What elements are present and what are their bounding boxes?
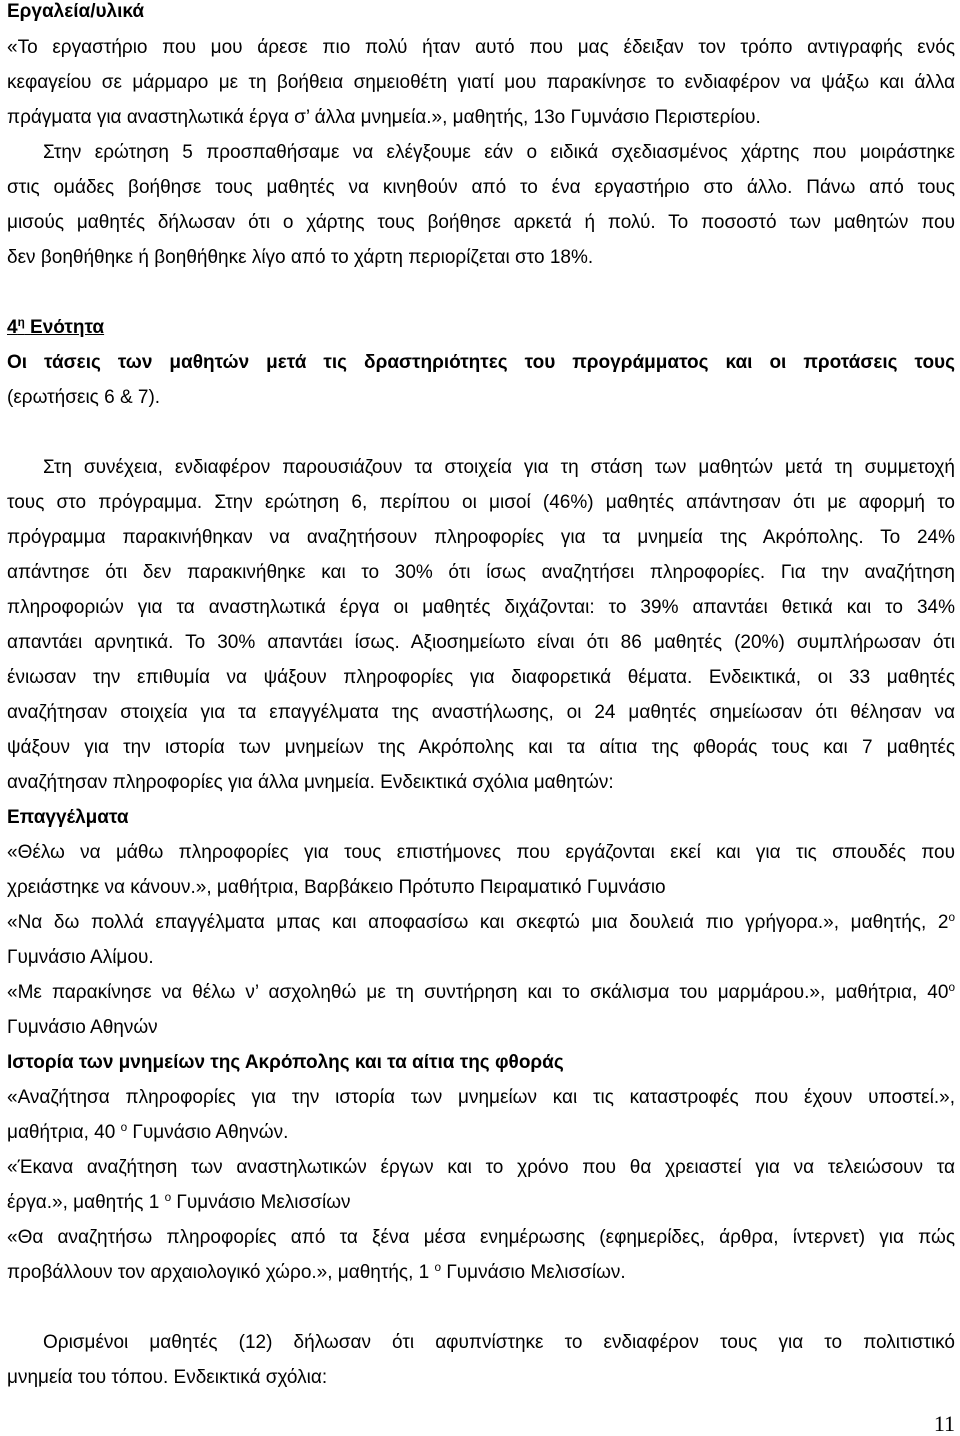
quote-line: «Έκανα αναζήτηση των αναστηλωτικών έργων και το χρόνο που θα χρειαστεί για να τελειώσουν τα <box>7 1157 955 1178</box>
student-quote <box>7 1220 955 1290</box>
paragraph-line: αναζήτησαν πληροφορίες για άλλα μνημεία. Ενδεικτικά σχόλια μαθητών: <box>7 772 614 793</box>
student-quote <box>7 1080 955 1150</box>
student-quote-tools <box>7 30 955 135</box>
quote-text: «Με παρακίνησε να θέλω ν’ ασχοληθώ με τη συντήρηση και το σκάλισμα του μαρμάρου.», μαθήτρια, 40 <box>7 982 949 1003</box>
attribution-text: έργα.», μαθητής 1 <box>7 1192 160 1213</box>
ordinal-suffix: ο <box>434 1260 442 1274</box>
map-question-paragraph <box>7 135 955 275</box>
paragraph-line: Στη συνέχεια, ενδιαφέρον παρουσιάζουν τα στοιχεία για τη στάση των μαθητών μετά τη συμμετοχή <box>43 457 955 478</box>
student-quote <box>7 835 955 905</box>
unit-number: 4 <box>7 317 18 338</box>
paragraph-line: ένιωσαν την επιθυμία να ψάξουν πληροφορίες για διαφορετικά θέματα. Ενδεικτικά, οι 33 μαθητές <box>7 667 955 688</box>
paragraph-line: απαντάει αρνητικά. Το 30% απαντάει ίσως. Αξιοσημείωτο είναι ότι 86 μαθητές (20%) συμπλήρωσαν ότι <box>7 632 955 653</box>
paragraph-line: δεν βοηθήθηκε ή βοηθήθηκε λίγο από το χάρτη περιορίζεται στο 18%. <box>7 247 594 268</box>
section-heading-tools: Εργαλεία/υλικά <box>7 1 145 22</box>
quote-attribution-line <box>7 1255 955 1290</box>
paragraph-line: ψάξουν για την ιστορία των μνημείων της Ακρόπολης και τα αίτια της φθοράς τους και 7 μαθητές <box>7 737 955 758</box>
school-name: Γυμνάσιο Αθηνών. <box>132 1122 289 1143</box>
unit-heading <box>7 310 955 345</box>
quote-line <box>7 905 955 940</box>
school-name: Γυμνάσιο Μελισσίων <box>176 1192 351 1213</box>
student-quote <box>7 905 955 975</box>
quote-line: πράγματα για αναστηλωτικά έργα σ’ άλλα μνημεία.», μαθητής, 13ο Γυμνάσιο Περιστερίου. <box>7 107 761 128</box>
quote-attribution-line <box>7 1115 955 1150</box>
unit-subtitle: Οι τάσεις των μαθητών μετά τις δραστηριότητες του προγράμματος και οι προτάσεις τους <box>7 352 955 373</box>
ordinal-suffix: ο <box>948 980 955 994</box>
ordinal-suffix: ο <box>164 1190 172 1204</box>
unit-word: Ενότητα <box>30 317 105 338</box>
ordinal-suffix: ο <box>948 910 955 924</box>
quote-attribution-line: χρειάστηκε να κάνουν.», μαθήτρια, Βαρβάκειο Πρότυπο Πειραματικό Γυμνάσιο <box>7 877 666 898</box>
document-body <box>7 0 955 1395</box>
quote-line: «Θέλω να μάθω πληροφορίες για τους επιστήμονες που εργάζονται εκεί και για τις σπουδές που <box>7 842 955 863</box>
quote-text: «Να δω πολλά επαγγέλματα μπας και αποφασίσω και σκεφτώ μια δουλειά πιο γρήγορα.», μαθητής, 2 <box>7 912 949 933</box>
paragraph-line: πρόγραμμα παρακινήθηκαν να αναζητήσουν πληροφορίες για τα μνημεία της Ακρόπολης. Το 24% <box>7 527 955 548</box>
blank-line <box>7 275 955 310</box>
quote-attribution-line <box>7 1185 955 1220</box>
paragraph-line: Ορισμένοι μαθητές (12) δήλωσαν ότι αφυπνίστηκε το ενδιαφέρον τους για το πολιτιστικό <box>43 1332 955 1353</box>
unit-number-suffix: η <box>17 315 25 329</box>
quote-line: «Αναζήτησα πληροφορίες για την ιστορία των μνημείων και τις καταστροφές που έχουν υποστεί.», <box>7 1087 955 1108</box>
student-quote <box>7 1150 955 1220</box>
quote-attribution-line: Γυμνάσιο Αθηνών <box>7 1017 158 1038</box>
unit-subtitle-note: (ερωτήσεις 6 & 7). <box>7 387 161 408</box>
subsection-heading-history: Ιστορία των μνημείων της Ακρόπολης και τα αίτια της φθοράς <box>7 1052 564 1073</box>
attribution-text: προβάλλουν τον αρχαιολογικό χώρο.», μαθητής, 1 <box>7 1262 430 1283</box>
attitudes-paragraph <box>7 450 955 800</box>
paragraph-line: πληροφοριών για τα αναστηλωτικά έργα οι μαθητές διχάζονται: το 39% απαντάει θετικά και το 34% <box>7 597 955 618</box>
quote-line: «Το εργαστήριο που μου άρεσε πιο πολύ ήταν αυτό που μας έδειξαν τον τρόπο αντιγραφής ενός <box>7 37 955 58</box>
paragraph-line: απάντησε ότι δεν παρακινήθηκε και το 30% ότι ίσως αναζητήσει πληροφορίες. Για την αναζήτηση <box>7 562 955 583</box>
blank-line <box>7 1290 955 1325</box>
page-number: 11 <box>933 1411 955 1436</box>
ordinal-suffix: ο <box>120 1120 128 1134</box>
quote-line <box>7 975 955 1010</box>
paragraph-line: μνημεία του τόπου. Ενδεικτικά σχόλια: <box>7 1367 328 1388</box>
quote-line: κεφαγείου σε μάρμαρο με τη βοήθεια σημειοθέτη γιατί μου παρακίνησε το ενδιαφέρον να ψάξω και άλλα <box>7 72 955 93</box>
attribution-text: μαθήτρια, 40 <box>7 1122 116 1143</box>
blank-line <box>7 415 955 450</box>
subsection-heading-professions: Επαγγέλματα <box>7 807 129 828</box>
paragraph-line: αναζήτησαν στοιχεία για τα επαγγέλματα της αναστήλωσης, οι 24 μαθητές σημείωσαν ότι θέλησαν να <box>7 702 955 723</box>
paragraph-line: μισούς μαθητές δήλωσαν ότι ο χάρτης τους βοήθησε αρκετά ή πολύ. Το ποσοστό των μαθητών που <box>7 212 955 233</box>
cultural-interest-paragraph <box>7 1325 955 1395</box>
school-name: Γυμνάσιο Μελισσίων. <box>446 1262 626 1283</box>
paragraph-line: Στην ερώτηση 5 προσπαθήσαμε να ελέγξουμε εάν ο ειδικά σχεδιασμένος χάρτης που μοιράστηκε <box>43 142 955 163</box>
unit-heading-text <box>7 317 104 338</box>
paragraph-line: στις ομάδες βοήθησε τους μαθητές να κινηθούν από το ένα εργαστήριο στο άλλο. Πάνω από τους <box>7 177 955 198</box>
paragraph-line: τους στο πρόγραμμα. Στην ερώτηση 6, περίπου οι μισοί (46%) μαθητές απάντησαν ότι με αφορμή το <box>7 492 955 513</box>
quote-line: «Θα αναζητήσω πληροφορίες από τα ξένα μέσα ενημέρωσης (εφημερίδες, άρθρα, ίντερνετ) για πώς <box>7 1227 955 1248</box>
quote-attribution-line: Γυμνάσιο Αλίμου. <box>7 947 154 968</box>
student-quote <box>7 975 955 1045</box>
